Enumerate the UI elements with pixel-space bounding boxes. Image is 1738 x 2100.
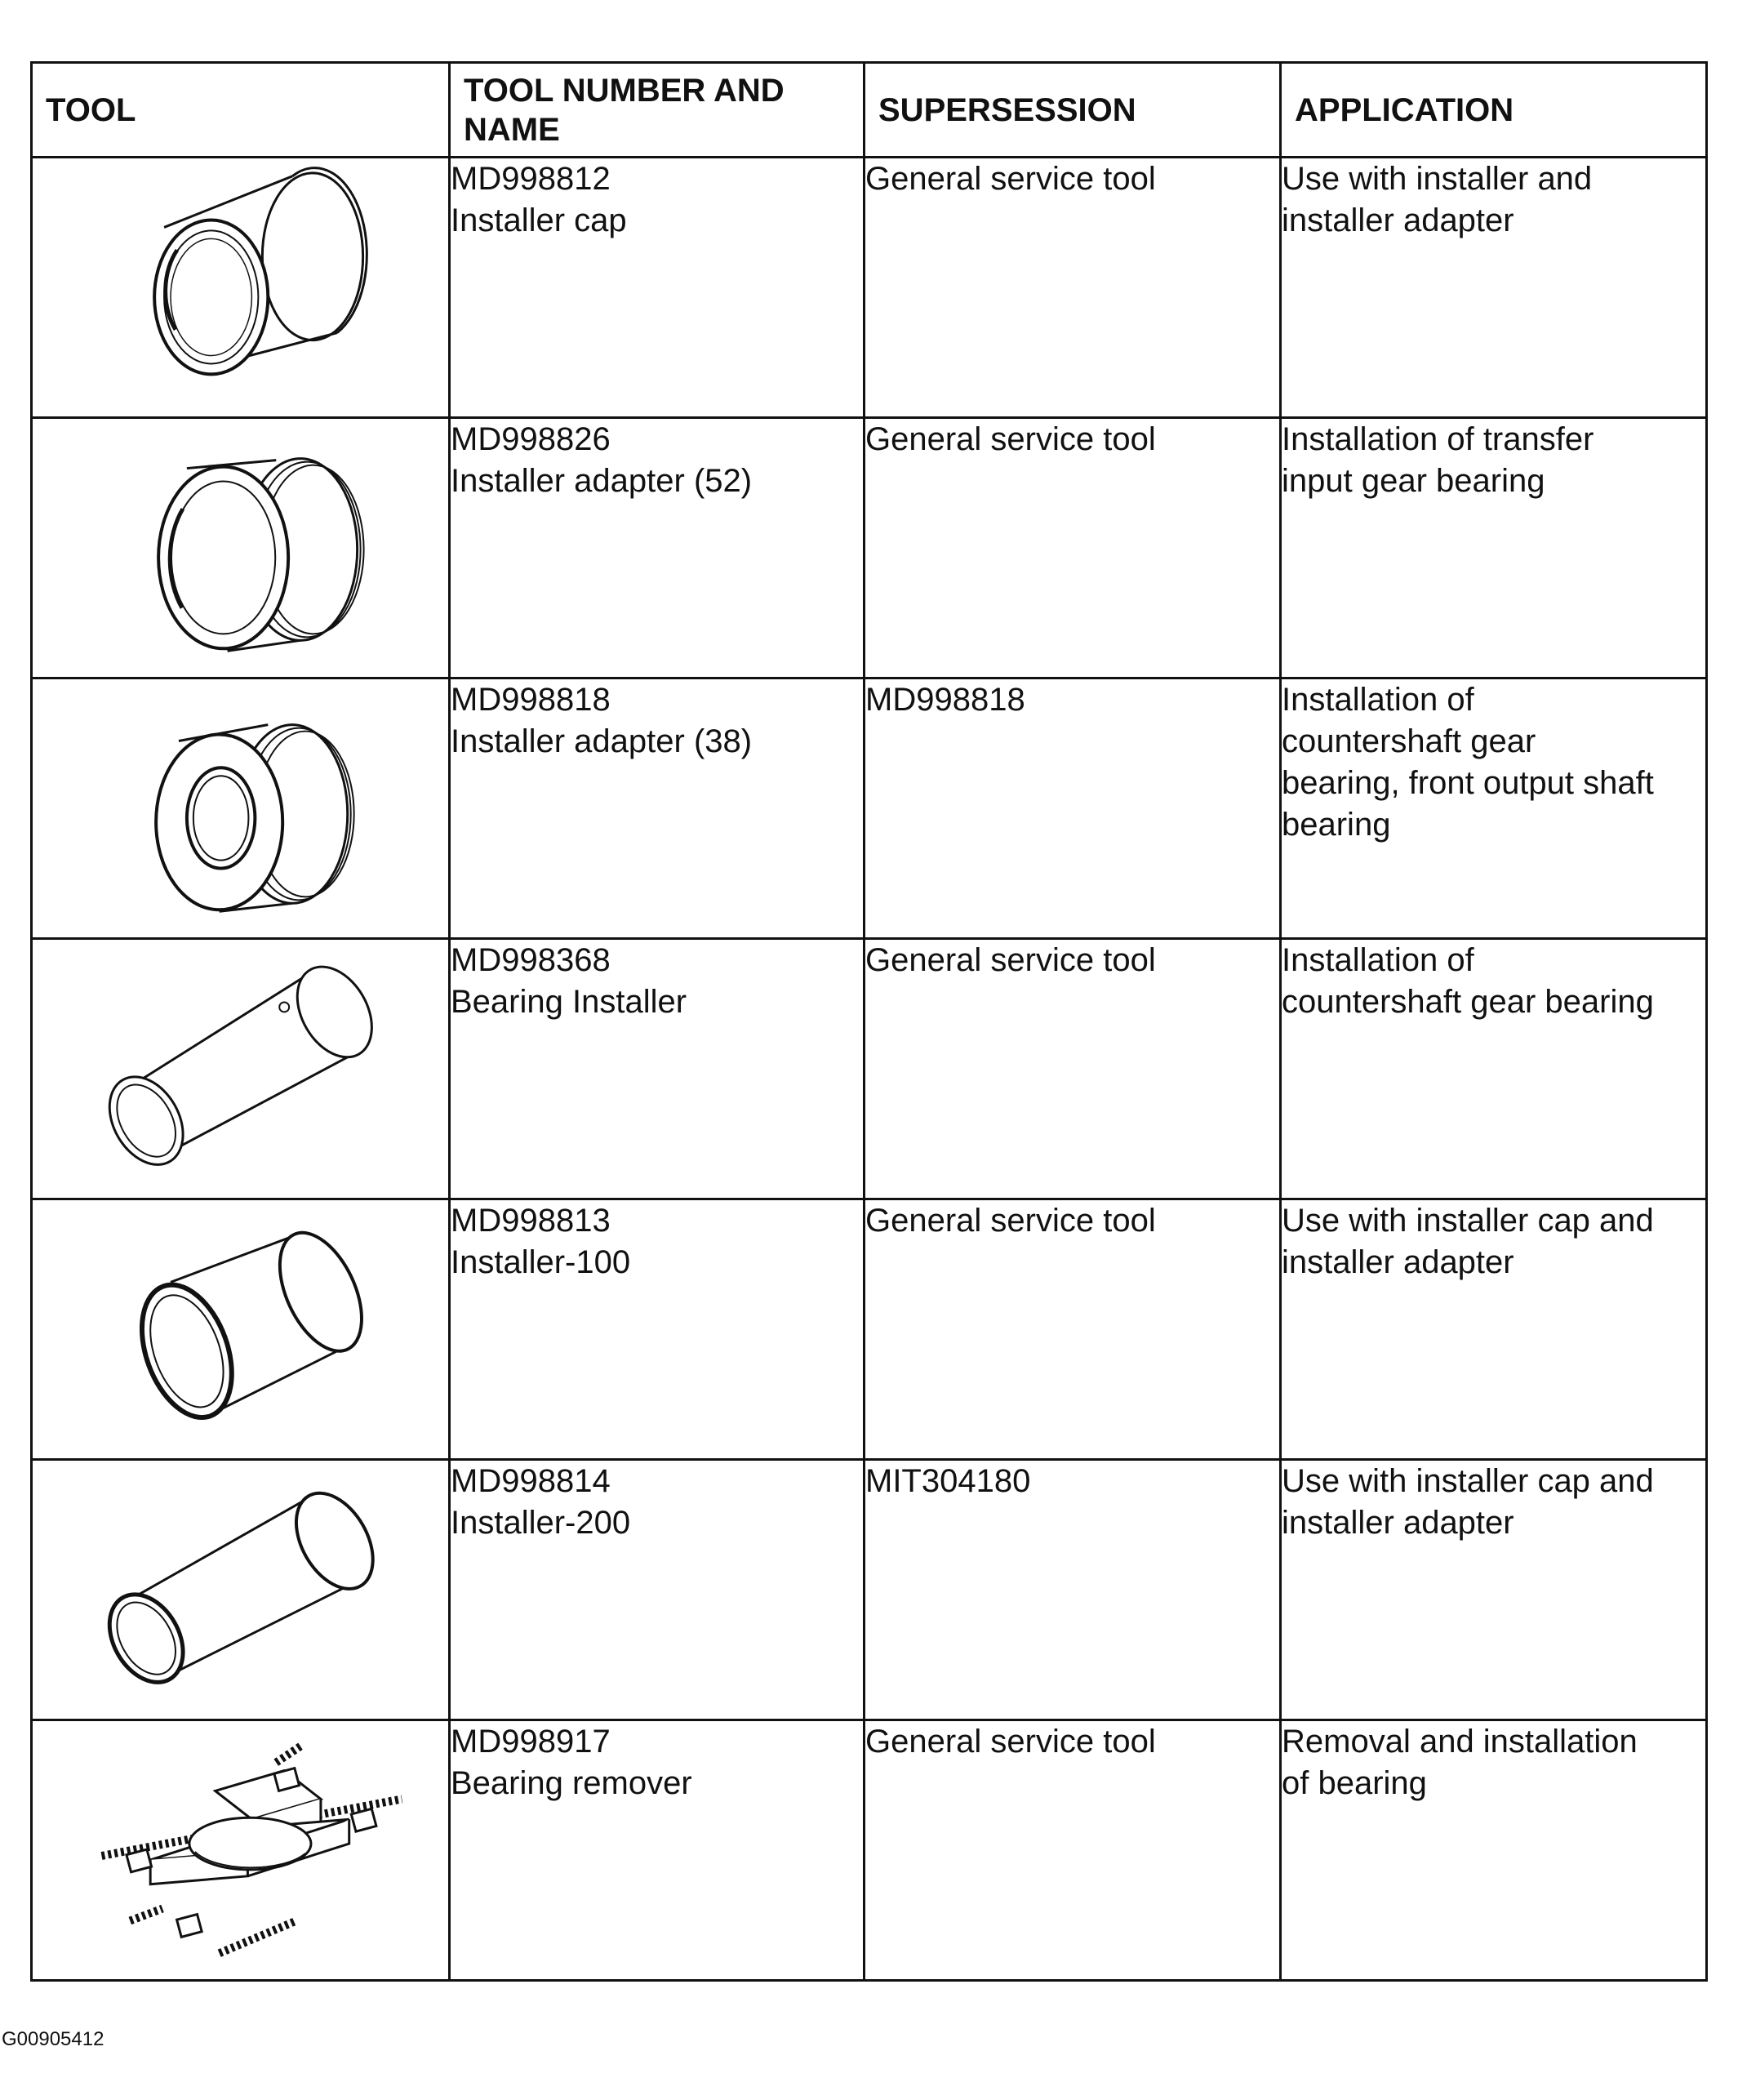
supersession-cell: General service tool [865, 158, 1281, 418]
tool-name: Installer cap [451, 202, 627, 238]
table-row [32, 1460, 1707, 1720]
application-line: countershaft gear [1282, 723, 1536, 759]
tool-name: Bearing Installer [451, 984, 687, 1020]
tool-name: Installer-100 [451, 1244, 631, 1280]
application-cell [1281, 418, 1707, 678]
tool-number: MD998813 [451, 1203, 611, 1239]
application-line: of bearing [1282, 1765, 1427, 1801]
application-line: Removal and installation [1282, 1724, 1638, 1760]
tool-number: MD998917 [451, 1724, 611, 1760]
tool-number: MD998818 [451, 682, 611, 718]
application-line: installer adapter [1282, 202, 1514, 238]
application-line: bearing, front output shaft [1282, 765, 1654, 801]
supersession-cell: MIT304180 [865, 1460, 1281, 1720]
header-supersession: SUPERSESSION [865, 63, 1281, 158]
special-tools-table [30, 61, 1708, 1982]
tool-number-name-cell [450, 1199, 865, 1460]
supersession-cell: General service tool [865, 939, 1281, 1199]
application-line: Use with installer and [1282, 161, 1593, 197]
installer-100-icon [33, 1200, 448, 1458]
application-line: Installation of transfer [1282, 421, 1594, 457]
bearing-installer-icon [33, 940, 448, 1198]
header-tool-number-and-name: TOOL NUMBER AND NAME [450, 63, 865, 158]
tool-number-name-cell [450, 1720, 865, 1981]
tool-illustration-cell [32, 158, 450, 418]
tool-name: Bearing remover [451, 1765, 692, 1801]
table-row [32, 158, 1707, 418]
supersession-cell: MD998818 [865, 678, 1281, 939]
tool-number: MD998812 [451, 161, 611, 197]
application-line: input gear bearing [1282, 463, 1545, 499]
tool-name: Installer adapter (38) [451, 723, 753, 759]
tool-illustration-cell [32, 1199, 450, 1460]
tool-illustration-cell [32, 1720, 450, 1981]
table-row [32, 939, 1707, 1199]
header-tool: TOOL [32, 63, 450, 158]
table-row [32, 678, 1707, 939]
installer-cap-icon [33, 158, 448, 416]
supersession-cell: General service tool [865, 418, 1281, 678]
tool-illustration-cell [32, 678, 450, 939]
tool-number-name-cell [450, 418, 865, 678]
application-cell [1281, 158, 1707, 418]
supersession-cell: General service tool [865, 1720, 1281, 1981]
application-cell [1281, 939, 1707, 1199]
supersession-cell: General service tool [865, 1199, 1281, 1460]
header-application: APPLICATION [1281, 63, 1707, 158]
application-line: Installation of [1282, 942, 1474, 978]
application-cell [1281, 678, 1707, 939]
tool-name: Installer adapter (52) [451, 463, 753, 499]
tool-number-name-cell [450, 678, 865, 939]
tool-number: MD998814 [451, 1463, 611, 1499]
tool-name: Installer-200 [451, 1505, 631, 1541]
table-row [32, 1199, 1707, 1460]
table-row [32, 1720, 1707, 1981]
application-line: countershaft gear bearing [1282, 984, 1654, 1020]
tool-illustration-cell [32, 1460, 450, 1720]
installer-200-icon [33, 1461, 448, 1719]
installer-adapter-38-icon [33, 679, 448, 937]
figure-code: G00905412 [2, 2028, 104, 2050]
tool-number-name-cell [450, 158, 865, 418]
tool-number: MD998826 [451, 421, 611, 457]
table-row [32, 418, 1707, 678]
application-cell [1281, 1199, 1707, 1460]
bearing-remover-icon [33, 1721, 448, 1979]
installer-adapter-52-icon [33, 419, 448, 677]
tool-number: MD998368 [451, 942, 611, 978]
application-line: bearing [1282, 807, 1391, 843]
application-cell [1281, 1460, 1707, 1720]
tool-illustration-cell [32, 418, 450, 678]
tool-illustration-cell [32, 939, 450, 1199]
application-line: Use with installer cap and [1282, 1203, 1654, 1239]
application-line: Use with installer cap and [1282, 1463, 1654, 1499]
application-line: installer adapter [1282, 1244, 1514, 1280]
tool-number-name-cell [450, 939, 865, 1199]
application-cell [1281, 1720, 1707, 1981]
application-line: Installation of [1282, 682, 1474, 718]
header-row [32, 63, 1707, 158]
tool-number-name-cell [450, 1460, 865, 1720]
application-line: installer adapter [1282, 1505, 1514, 1541]
